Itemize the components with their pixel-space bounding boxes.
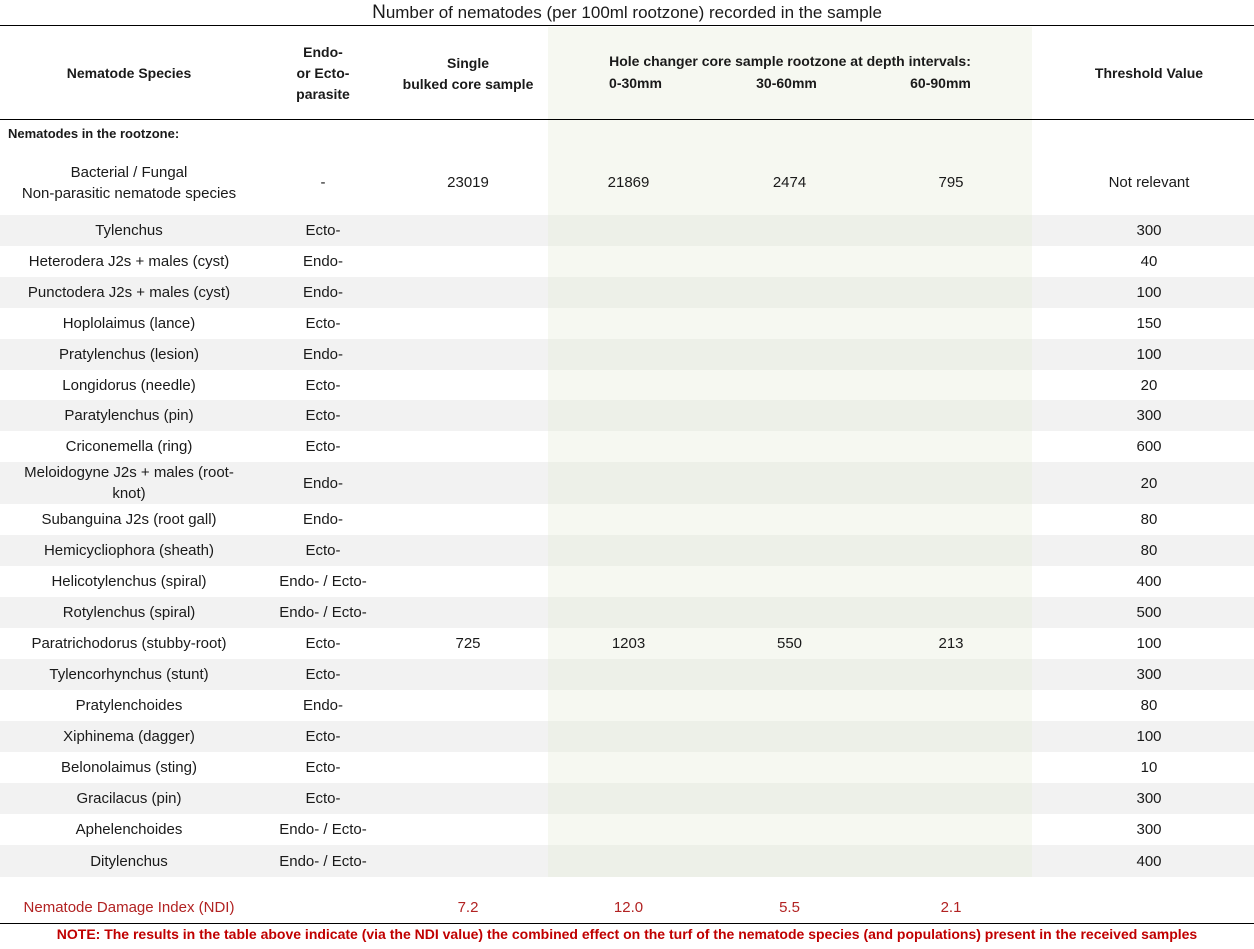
cell-species: Subanguina J2s (root gall) (41, 511, 217, 528)
cell-species: Paratylenchus (pin) (64, 407, 194, 424)
table-row (0, 308, 1254, 339)
cell-single-bulked (388, 659, 548, 690)
cell-depth-30-60 (709, 215, 870, 246)
cell-single-bulked (388, 339, 548, 370)
cell-single-bulked (388, 690, 548, 721)
cell-depth-60-90 (870, 721, 1032, 752)
cell-threshold: 80 (1140, 697, 1158, 714)
cell-depth-30-60 (709, 814, 870, 845)
table-row (0, 659, 1254, 690)
cell-depth-30-60 (709, 277, 870, 308)
cell-parasite-type: Ecto- (305, 728, 341, 745)
cell-depth-30-60 (709, 659, 870, 690)
cell-parasite-type: Ecto- (305, 315, 341, 332)
cell-parasite-type: Endo- (302, 346, 344, 363)
cell-threshold: 150 (1136, 315, 1162, 332)
cell-depth-60-90 (870, 339, 1032, 370)
cell-depth-0-30 (548, 535, 709, 566)
cell-single-bulked (388, 277, 548, 308)
cell-parasite-type: Endo- / Ecto- (279, 852, 367, 870)
cell-depth-60-90 (870, 246, 1032, 277)
cell-threshold: 10 (1140, 759, 1158, 776)
cell-depth-0-30 (548, 370, 709, 400)
header-single-line1: Single (446, 54, 489, 71)
cell-species: Punctodera J2s + males (cyst) (27, 284, 231, 301)
cell-parasite-type: Ecto- (305, 376, 341, 394)
table-row (0, 246, 1254, 277)
table-row (0, 504, 1254, 535)
cell-depth-60-90 (870, 400, 1032, 431)
table-row (0, 690, 1254, 721)
cell-threshold: 300 (1136, 407, 1162, 424)
cell-depth-0-30 (548, 462, 709, 504)
cell-depth-60-90 (870, 690, 1032, 721)
cell-species: Xiphinema (dagger) (63, 728, 195, 745)
cell-depth-30-60: 550 (776, 635, 803, 652)
cell-depth-0-30 (548, 400, 709, 431)
cell-single-bulked: 23019 (447, 174, 489, 191)
cell-depth-30-60 (709, 535, 870, 566)
section-label: Nematodes in the rootzone: (8, 126, 180, 141)
cell-depth-0-30 (548, 721, 709, 752)
cell-species: Paratrichodorus (stubby-root) (31, 635, 227, 652)
cell-depth-60-90 (870, 845, 1032, 877)
cell-parasite-type: Ecto- (305, 790, 341, 807)
table-row (0, 277, 1254, 308)
header-depth-0-30: 0-30mm (609, 75, 662, 91)
cell-depth-60-90 (870, 462, 1032, 504)
cell-parasite-type: Endo- (302, 697, 344, 714)
cell-single-bulked (388, 308, 548, 339)
cell-single-bulked (388, 597, 548, 628)
cell-depth-0-30 (548, 814, 709, 845)
cell-threshold: 400 (1136, 852, 1162, 870)
cell-depth-30-60 (709, 783, 870, 814)
cell-depth-30-60 (709, 690, 870, 721)
cell-threshold: 300 (1136, 790, 1162, 807)
table-row (0, 215, 1254, 246)
table-row (0, 535, 1254, 566)
cell-parasite-type: Ecto- (305, 759, 341, 776)
cell-species: Tylenchus (95, 222, 163, 239)
table-title (0, 0, 1254, 26)
header-hole-changer: Hole changer core sample rootzone at depth intervals: (609, 53, 971, 69)
cell-species: Belonolaimus (sting) (61, 759, 197, 776)
cell-depth-60-90 (870, 752, 1032, 783)
cell-depth-0-30 (548, 431, 709, 462)
cell-species: Meloidogyne J2s + males (root- knot) (24, 464, 234, 502)
cell-depth-30-60 (709, 246, 870, 277)
table-row (0, 721, 1254, 752)
table-row (0, 783, 1254, 814)
cell-single-bulked (388, 535, 548, 566)
table-row (0, 339, 1254, 370)
cell-depth-0-30 (548, 215, 709, 246)
cell-depth-0-30 (548, 504, 709, 535)
table-row (0, 462, 1254, 504)
cell-single-bulked (388, 814, 548, 845)
ndi-row (0, 893, 1254, 921)
cell-depth-30-60 (709, 339, 870, 370)
cell-threshold: 300 (1136, 222, 1162, 239)
cell-depth-30-60 (709, 308, 870, 339)
cell-depth-0-30 (548, 597, 709, 628)
cell-single-bulked (388, 845, 548, 877)
cell-depth-0-30 (548, 690, 709, 721)
cell-species: Gracilacus (pin) (76, 790, 182, 807)
cell-depth-30-60 (709, 462, 870, 504)
cell-depth-60-90 (870, 370, 1032, 400)
cell-single-bulked (388, 504, 548, 535)
header-depth-30-60: 30-60mm (756, 75, 817, 91)
ndi-depth-30-60: 5.5 (779, 898, 800, 916)
cell-depth-30-60 (709, 400, 870, 431)
cell-threshold: 100 (1136, 346, 1162, 363)
cell-species: Bacterial / Fungal Non-parasitic nematode species (21, 163, 237, 202)
cell-depth-60-90 (870, 431, 1032, 462)
cell-parasite-type: Ecto- (305, 542, 341, 559)
cell-depth-0-30 (548, 277, 709, 308)
cell-parasite-type: Ecto- (305, 222, 341, 239)
table-row (0, 370, 1254, 400)
cell-parasite-type: Ecto- (305, 407, 341, 424)
cell-species: Aphelenchoides (75, 821, 183, 838)
cell-species: Hemicycliophora (sheath) (43, 542, 215, 559)
cell-depth-30-60 (709, 370, 870, 400)
header-parasite-line3: parasite (296, 86, 350, 102)
cell-depth-60-90 (870, 277, 1032, 308)
header-parasite (258, 27, 388, 120)
cell-depth-60-90 (870, 504, 1032, 535)
cell-depth-30-60 (709, 752, 870, 783)
title-first-letter: N (372, 2, 386, 23)
cell-depth-60-90 (870, 535, 1032, 566)
cell-depth-0-30 (548, 566, 709, 597)
cell-species: Pratylenchoides (75, 697, 183, 714)
cell-depth-0-30 (548, 659, 709, 690)
cell-single-bulked (388, 721, 548, 752)
cell-depth-60-90 (870, 814, 1032, 845)
table-row (0, 150, 1254, 215)
cell-threshold: 80 (1140, 542, 1158, 559)
cell-depth-60-90 (870, 659, 1032, 690)
title-text: umber of nematodes (per 100ml rootzone) recorded in the sample (385, 3, 882, 22)
cell-single-bulked (388, 566, 548, 597)
cell-depth-60-90 (870, 308, 1032, 339)
cell-threshold: 100 (1136, 728, 1162, 745)
cell-threshold: 20 (1140, 474, 1158, 492)
header-parasite-line2: or Ecto- (296, 65, 350, 81)
cell-depth-0-30: 21869 (607, 174, 650, 191)
cell-depth-30-60 (709, 504, 870, 535)
cell-depth-60-90 (870, 215, 1032, 246)
ndi-label: Nematode Damage Index (NDI) (23, 898, 235, 916)
cell-threshold: Not relevant (1108, 174, 1190, 191)
cell-parasite-type: Ecto- (305, 635, 341, 652)
cell-single-bulked (388, 246, 548, 277)
cell-threshold: 40 (1140, 253, 1158, 270)
cell-parasite-type: Endo- (302, 253, 344, 270)
cell-threshold: 300 (1136, 821, 1162, 838)
cell-species: Heterodera J2s + males (cyst) (28, 253, 230, 270)
table-row (0, 431, 1254, 462)
cell-threshold: 300 (1136, 666, 1162, 683)
header-depth-60-90: 60-90mm (910, 75, 971, 91)
cell-species: Rotylenchus (spiral) (62, 604, 196, 621)
cell-single-bulked (388, 370, 548, 400)
table-row (0, 814, 1254, 845)
cell-depth-0-30 (548, 308, 709, 339)
cell-threshold: 400 (1136, 573, 1162, 590)
cell-threshold: 20 (1140, 376, 1158, 394)
cell-depth-0-30 (548, 783, 709, 814)
table-header (0, 27, 1254, 120)
cell-depth-0-30 (548, 752, 709, 783)
cell-single-bulked (388, 752, 548, 783)
header-parasite-line1: Endo- (303, 44, 343, 60)
cell-threshold: 100 (1136, 284, 1162, 301)
table-row (0, 628, 1254, 659)
cell-depth-0-30 (548, 246, 709, 277)
cell-species: Pratylenchus (lesion) (58, 346, 200, 363)
cell-parasite-type: Endo- / Ecto- (279, 604, 367, 621)
cell-single-bulked (388, 431, 548, 462)
cell-single-bulked (388, 215, 548, 246)
header-single-bulked (388, 27, 548, 120)
cell-depth-0-30 (548, 339, 709, 370)
table-row (0, 752, 1254, 783)
header-threshold: Threshold Value (1094, 65, 1204, 81)
cell-depth-60-90: 213 (938, 635, 964, 652)
header-species: Nematode Species (66, 65, 192, 81)
cell-parasite-type: - (320, 174, 326, 191)
cell-species: Helicotylenchus (spiral) (51, 573, 207, 590)
header-single-line2: bulked core sample (402, 75, 534, 92)
cell-species: Criconemella (ring) (65, 438, 193, 455)
cell-parasite-type: Endo- (302, 474, 344, 492)
cell-parasite-type: Endo- (302, 284, 344, 301)
cell-species: Ditylenchus (90, 852, 168, 870)
ndi-depth-60-90: 2.1 (940, 898, 962, 916)
cell-threshold: 600 (1136, 438, 1162, 455)
cell-threshold: 80 (1140, 511, 1158, 528)
cell-single-bulked (388, 400, 548, 431)
cell-single-bulked (388, 462, 548, 504)
cell-parasite-type: Endo- / Ecto- (279, 573, 367, 590)
cell-parasite-type: Endo- / Ecto- (279, 821, 367, 838)
cell-depth-30-60: 2474 (772, 174, 807, 191)
cell-depth-0-30: 1203 (611, 635, 646, 652)
cell-depth-0-30 (548, 845, 709, 877)
cell-depth-60-90: 795 (938, 174, 964, 191)
cell-species: Longidorus (needle) (62, 376, 196, 394)
table-row (0, 400, 1254, 431)
ndi-depth-0-30: 12.0 (613, 898, 644, 916)
cell-depth-60-90 (870, 783, 1032, 814)
footer-note: NOTE: The results in the table above indicate (via the NDI value) the combined effect on the turf of the nematode species (and populations) present in the received samples (0, 923, 1254, 945)
cell-depth-30-60 (709, 431, 870, 462)
cell-depth-60-90 (870, 566, 1032, 597)
cell-species: Tylencorhynchus (stunt) (49, 666, 209, 683)
cell-parasite-type: Endo- (302, 511, 344, 528)
cell-depth-30-60 (709, 597, 870, 628)
table-row (0, 566, 1254, 597)
cell-depth-30-60 (709, 845, 870, 877)
cell-parasite-type: Ecto- (305, 666, 341, 683)
cell-depth-30-60 (709, 721, 870, 752)
cell-threshold: 500 (1136, 604, 1162, 621)
table-row (0, 597, 1254, 628)
cell-depth-60-90 (870, 597, 1032, 628)
table-row (0, 845, 1254, 877)
cell-depth-30-60 (709, 566, 870, 597)
ndi-single: 7.2 (457, 898, 479, 916)
cell-species: Hoplolaimus (lance) (62, 315, 196, 332)
cell-single-bulked (388, 783, 548, 814)
cell-parasite-type: Ecto- (305, 438, 341, 455)
cell-single-bulked: 725 (455, 635, 481, 652)
cell-threshold: 100 (1136, 635, 1162, 652)
